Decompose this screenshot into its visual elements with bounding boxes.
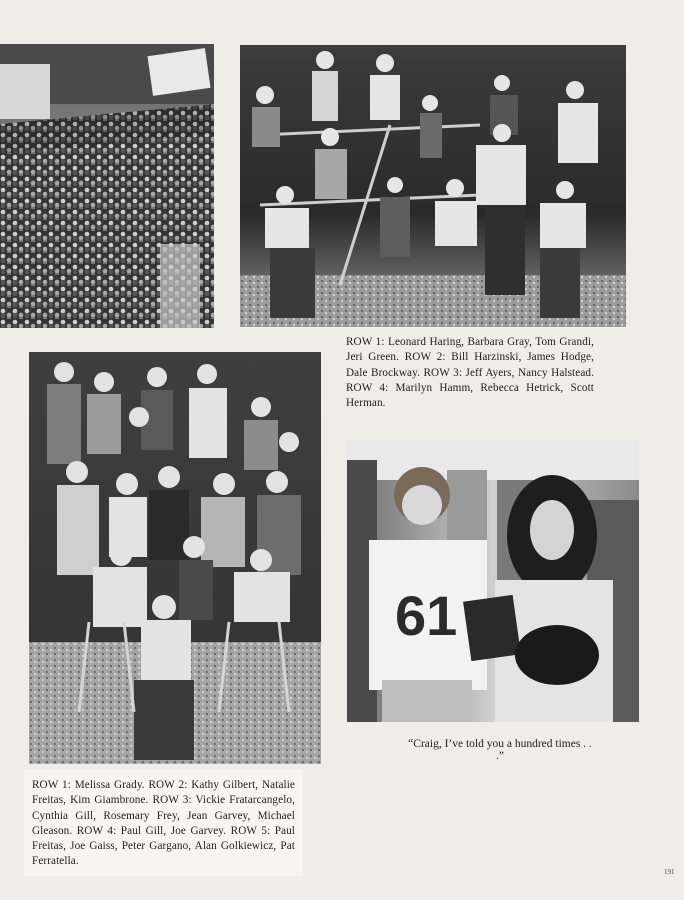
page-number: 191 [664,868,675,876]
group-photo-1-caption: ROW 1: Leonard Haring, Barbara Gray, Tom Grandi, Jeri Green. ROW 2: Bill Harzinski, James Hodge, Dale Brockway. ROW 3: Jeff Ayers, Nancy Halstead. ROW 4: Marilyn Hamm, Rebecca Hetrick, Scott Herman. [346,336,594,410]
group-photo-1 [240,45,626,327]
group-photo-2 [29,352,321,764]
gym-crowd-photo [0,44,214,328]
candid-photo-caption: “Craig, I’ve told you a hundred times . . .” [408,738,592,762]
jersey-number: 61 [395,584,458,647]
group-photo-2-caption: ROW 1: Melissa Grady. ROW 2: Kathy Gilbert, Natalie Freitas, Kim Giambrone. ROW 3: Vickie Fratarcangelo, Cynthia Gill, Rosemary Frey, Jean Garvey, Michael Gleason. ROW 4: Paul Gill, Joe Garvey. ROW 5: Paul Freitas, Joe Gaiss, Peter Gargano, Alan Golkiewicz, Pat Ferratella. [24,770,303,876]
candid-photo [347,440,639,722]
